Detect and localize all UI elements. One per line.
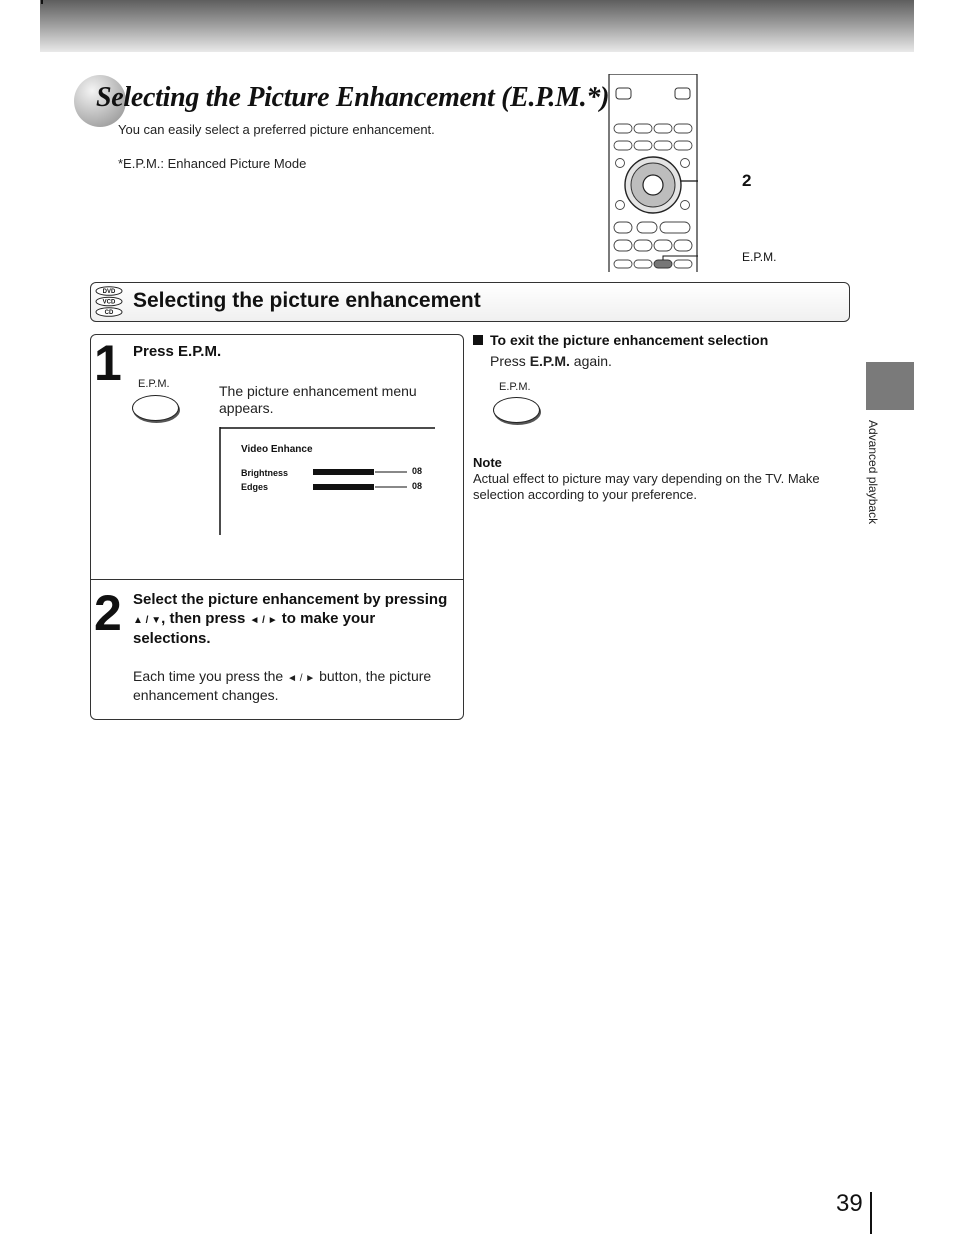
edges-level-bar bbox=[313, 484, 374, 490]
header-band bbox=[40, 0, 914, 52]
epm-button-icon bbox=[493, 397, 540, 423]
crop-mark bbox=[41, 0, 43, 4]
page-title: Selecting the Picture Enhancement (E.P.M.*) bbox=[96, 82, 610, 113]
exit-button-label: E.P.M. bbox=[499, 381, 531, 393]
bullet-square-icon bbox=[473, 335, 483, 345]
remote-control-illustration bbox=[608, 74, 698, 272]
disc-compatibility-icon bbox=[94, 286, 124, 318]
intro-text: You can easily select a preferred picture enhancement. bbox=[118, 122, 435, 137]
chapter-tab-label: Advanced playback bbox=[866, 420, 880, 525]
menu-value-edges: 08 bbox=[412, 481, 423, 491]
note-heading: Note bbox=[473, 455, 502, 470]
callout-step-2: 2 bbox=[742, 171, 752, 190]
page-number-rule bbox=[870, 1192, 872, 1234]
left-right-arrows-icon: ◄ / ► bbox=[287, 673, 316, 684]
step-2-description: Each time you press the ◄ / ► button, the picture enhancement changes. bbox=[133, 668, 432, 703]
section-title: Selecting the picture enhancement bbox=[133, 289, 481, 312]
menu-item-brightness: Brightness bbox=[241, 468, 289, 478]
steps-divider bbox=[90, 579, 464, 580]
brightness-level-bar bbox=[313, 469, 374, 475]
step-1-number: 1 bbox=[94, 335, 120, 391]
footnote-text: *E.P.M.: Enhanced Picture Mode bbox=[118, 156, 307, 171]
badge-cd: CD bbox=[104, 310, 114, 317]
exit-description: Press E.P.M. again. bbox=[490, 353, 612, 369]
step-1-description: The picture enhancement menu appears. bbox=[219, 383, 417, 416]
step-2-number: 2 bbox=[94, 585, 120, 641]
exit-heading: To exit the picture enhancement selection bbox=[490, 332, 769, 348]
menu-value-brightness: 08 bbox=[412, 466, 423, 476]
step-1-title: Press E.P.M. bbox=[133, 343, 222, 360]
up-down-arrows-icon: ▲ / ▼ bbox=[133, 614, 162, 626]
step-1-button-label: E.P.M. bbox=[138, 378, 170, 390]
left-right-arrows-icon: ◄ / ► bbox=[249, 614, 278, 626]
chapter-tab bbox=[866, 362, 914, 410]
note-text: Actual effect to picture may vary depending on the TV. Make selection according to your preference. bbox=[473, 471, 820, 502]
badge-dvd: DVD bbox=[102, 289, 116, 296]
menu-title: Video Enhance bbox=[241, 444, 313, 455]
page-number: 39 bbox=[836, 1190, 863, 1217]
menu-item-edges: Edges bbox=[241, 482, 269, 492]
epm-button-icon bbox=[132, 395, 179, 421]
badge-vcd: VCD bbox=[102, 299, 116, 306]
step-2-title: Select the picture enhancement by pressing ▲ / ▼, then press ◄ / ► to make your selections. bbox=[133, 591, 448, 647]
callout-epm-label: E.P.M. bbox=[742, 250, 777, 264]
